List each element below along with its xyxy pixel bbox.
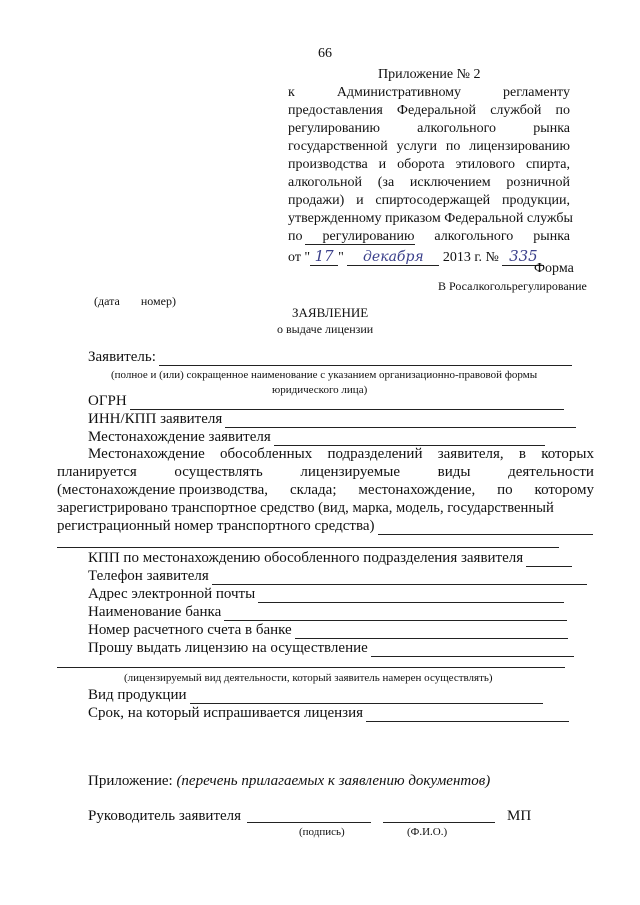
appendix-line-1: к Административному регламенту (288, 85, 570, 100)
email-label: Адрес электронной почты (88, 586, 256, 602)
branches-line-1: Местонахождение обособленных подразделений заявителя, в которых (88, 446, 594, 462)
form-label: Форма (534, 261, 574, 276)
branches-field[interactable] (378, 520, 593, 535)
bank-row (88, 604, 567, 621)
request-field[interactable] (371, 642, 574, 657)
handwritten-number: 335 (502, 247, 544, 266)
branches-line-3: (местонахождение производства, склада; местонахождение, по которому (57, 482, 594, 498)
appendix-underline (305, 244, 415, 245)
applicant-hint-2: юридического лица) (272, 384, 368, 396)
product-label: Вид продукции (88, 687, 187, 703)
appendix-date-line: от " 17 " декабря 2013 г. № 335 (288, 247, 544, 266)
appendix-line-2: предоставления Федеральной службой по (288, 103, 570, 118)
applicant-label: Заявитель: (88, 349, 156, 365)
fio-field[interactable] (383, 822, 495, 823)
applicant-hint-1: (полное и (или) сокращенное наименование с указанием организационно-правовой формы (111, 369, 538, 381)
location-row (88, 429, 545, 446)
term-label: Срок, на который испрашивается лицензия (88, 705, 364, 721)
branches-line-2: планируется осуществлять лицензируемые виды деятельности (57, 464, 594, 480)
account-row (88, 622, 568, 639)
page-number: 66 (318, 46, 332, 61)
inn-kpp-row (88, 411, 576, 428)
document-subtitle: о выдаче лицензии (277, 322, 374, 336)
applicant-field[interactable] (159, 351, 572, 366)
branches-line-4: зарегистрировано транспортное средство (вид, марка, модель, государственный (57, 500, 554, 516)
appendix-line-6: алкогольной (за исключением розничной (288, 175, 570, 190)
appendix-title: Приложение № 2 (378, 67, 481, 82)
email-field[interactable] (258, 588, 564, 603)
inn-kpp-label: ИНН/КПП заявителя (88, 411, 223, 427)
bank-field[interactable] (224, 606, 567, 621)
term-field[interactable] (366, 707, 569, 722)
branches-extra-line[interactable] (57, 547, 559, 548)
signature-field[interactable] (247, 822, 371, 823)
date-number-hint: (дата номер) (94, 294, 176, 308)
location-field[interactable] (274, 431, 545, 446)
product-row (88, 687, 543, 704)
attachment-label: Приложение: (88, 773, 173, 789)
phone-field[interactable] (212, 570, 587, 585)
stamp-label: МП (507, 808, 532, 824)
location-label: Местонахождение заявителя (88, 429, 271, 445)
ogrn-label: ОГРН (88, 393, 127, 409)
handwritten-month: декабря (347, 249, 439, 266)
request-row (88, 640, 574, 657)
appendix-line-3: регулированию алкогольного рынка (288, 121, 570, 136)
kpp-branch-row (88, 550, 572, 567)
account-label: Номер расчетного счета в банке (88, 622, 292, 638)
branches-row-5 (57, 518, 593, 535)
branches-line-5: регистрационный номер транспортного средства) (57, 518, 375, 534)
document-title: ЗАЯВЛЕНИЕ (292, 305, 369, 320)
applicant-row (88, 349, 572, 366)
appendix-line-4: государственной услуги по лицензированию (288, 139, 570, 154)
bank-label: Наименование банка (88, 604, 222, 620)
appendix-line-9: по регулированию алкогольного рынка (288, 229, 570, 244)
signature-hint: (подпись) (299, 826, 345, 838)
fio-hint: (Ф.И.О.) (407, 826, 448, 838)
email-row (88, 586, 564, 603)
appendix-line-8: утвержденному приказом Федеральной службы (288, 211, 573, 226)
recipient: В Росалкогольрегулирование (438, 279, 587, 293)
activity-hint: (лицензируемый вид деятельности, который заявитель намерен осуществлять) (124, 672, 493, 684)
request-label: Прошу выдать лицензию на осуществление (88, 640, 368, 656)
inn-kpp-field[interactable] (225, 413, 576, 428)
handwritten-day: 17 (310, 247, 338, 266)
account-field[interactable] (295, 624, 568, 639)
ogrn-row (88, 393, 564, 410)
kpp-branch-label: КПП по местонахождению обособленного подразделения заявителя (88, 550, 524, 566)
attachment-text: (перечень прилагаемых к заявлению документов) (176, 773, 491, 789)
ogrn-field[interactable] (130, 395, 564, 410)
head-label: Руководитель заявителя (88, 808, 242, 824)
appendix-line-7: продажи) и спиртосодержащей продукции, (288, 193, 570, 208)
phone-label: Телефон заявителя (88, 568, 209, 584)
attachment-row (88, 773, 490, 790)
activity-extra-line[interactable] (57, 667, 565, 668)
phone-row (88, 568, 587, 585)
kpp-branch-field[interactable] (526, 552, 572, 567)
term-row (88, 705, 569, 722)
product-field[interactable] (190, 689, 543, 704)
appendix-line-5: производства и оборота этилового спирта, (288, 157, 570, 172)
